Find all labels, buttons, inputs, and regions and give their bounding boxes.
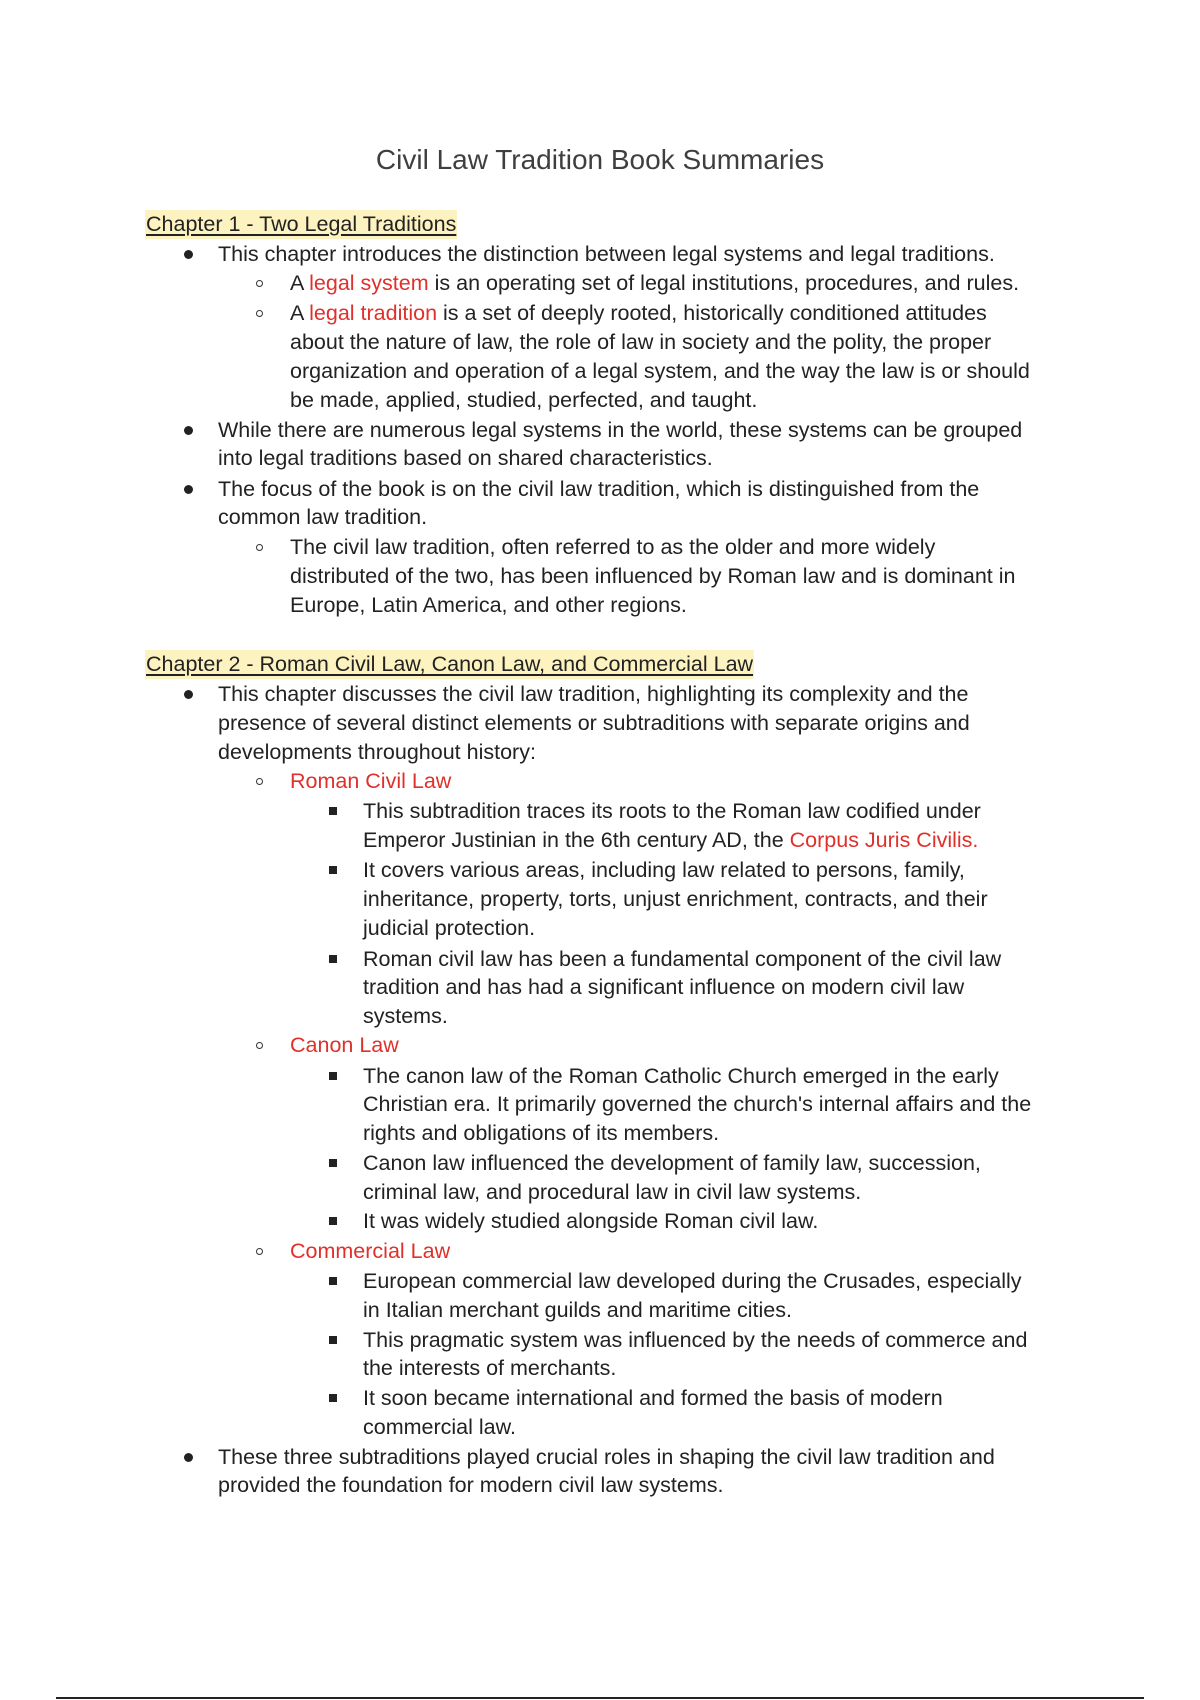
bullet-circle [256, 1042, 263, 1049]
list-item: This subtradition traces its roots to the Roman law codified under [363, 799, 981, 823]
bullet-square [329, 807, 337, 815]
subtradition-canon-law: Canon Law [290, 1033, 399, 1057]
list-item: This chapter introduces the distinction between legal systems and legal traditions. [218, 242, 995, 266]
list-item-line: into legal traditions based on shared characteristics. [218, 446, 713, 470]
bullet-circle [256, 310, 263, 317]
list-item: It covers various areas, including law related to persons, family, [363, 858, 965, 882]
list-item-line: commercial law. [363, 1415, 516, 1439]
bullet-square [329, 1394, 337, 1402]
list-item-line: judicial protection. [363, 916, 536, 940]
page-bottom-rule [56, 1697, 1144, 1699]
bullet-square [329, 1217, 337, 1225]
list-item: A legal tradition is a set of deeply rooted, historically conditioned attitudes [290, 301, 987, 325]
term-corpus-juris-civilis: Corpus Juris Civilis. [789, 828, 979, 852]
list-item-line: tradition and has had a significant influence on modern civil law [363, 975, 965, 999]
list-item-line: Christian era. It primarily governed the church's internal affairs and the [363, 1092, 1032, 1116]
list-item-line: the interests of merchants. [363, 1356, 617, 1380]
list-item: The focus of the book is on the civil law tradition, which is distinguished from the [218, 477, 980, 501]
list-item: The civil law tradition, often referred to as the older and more widely [290, 535, 936, 559]
list-item-line: rights and obligations of its members. [363, 1121, 720, 1145]
list-item: A legal system is an operating set of legal institutions, procedures, and rules. [290, 271, 1020, 295]
bullet-dot [184, 250, 193, 259]
bullet-square [329, 955, 337, 963]
bullet-square [329, 1159, 337, 1167]
list-item: While there are numerous legal systems in the world, these systems can be grouped [218, 418, 1023, 442]
bullet-square [329, 1277, 337, 1285]
list-item-line: be made, applied, studied, perfected, and taught. [290, 388, 758, 412]
list-item-line: Europe, Latin America, and other regions. [290, 593, 687, 617]
list-item-line: organization and operation of a legal system, and the way the law is or should [290, 359, 1030, 383]
list-item-line: developments throughout history: [218, 740, 536, 764]
list-item-line: systems. [363, 1004, 448, 1028]
bullet-circle [256, 544, 263, 551]
list-item: European commercial law developed during the Crusades, especially [363, 1269, 1022, 1293]
term-legal-tradition: legal tradition [309, 301, 438, 325]
subtradition-roman-civil-law: Roman Civil Law [290, 769, 452, 793]
list-item: Canon law influenced the development of family law, succession, [363, 1151, 981, 1175]
list-item-line: in Italian merchant guilds and maritime cities. [363, 1298, 792, 1322]
bullet-circle [256, 1248, 263, 1255]
list-item-line: inheritance, property, torts, unjust enrichment, contracts, and their [363, 887, 988, 911]
list-item: It soon became international and formed the basis of modern [363, 1386, 943, 1410]
list-item-line: presence of several distinct elements or subtraditions with separate origins and [218, 711, 970, 735]
list-item-line: common law tradition. [218, 505, 428, 529]
bullet-square [329, 1072, 337, 1080]
list-item: This pragmatic system was influenced by the needs of commerce and [363, 1328, 1028, 1352]
document-title: Civil Law Tradition Book Summaries [375, 144, 825, 175]
list-item: These three subtraditions played crucial roles in shaping the civil law tradition and [218, 1445, 995, 1469]
bullet-square [329, 1336, 337, 1344]
bullet-dot [184, 426, 193, 435]
bullet-dot [184, 690, 193, 699]
chapter-1-heading: Chapter 1 - Two Legal Traditions [145, 210, 457, 239]
list-item-line: criminal law, and procedural law in civil law systems. [363, 1180, 862, 1204]
list-item-line: about the nature of law, the role of law in society and the polity, the proper [290, 330, 992, 354]
bullet-circle [256, 280, 263, 287]
bullet-dot [184, 1453, 193, 1462]
bullet-square [329, 866, 337, 874]
list-item: It was widely studied alongside Roman civil law. [363, 1209, 819, 1233]
bullet-dot [184, 485, 193, 494]
list-item: This chapter discusses the civil law tradition, highlighting its complexity and the [218, 682, 969, 706]
bullet-circle [256, 778, 263, 785]
list-item: Roman civil law has been a fundamental component of the civil law [363, 947, 1002, 971]
list-item-line: Emperor Justinian in the 6th century AD, the Corpus Juris Civilis. [363, 828, 979, 852]
list-item-line: distributed of the two, has been influenced by Roman law and is dominant in [290, 564, 1016, 588]
chapter-2-heading: Chapter 2 - Roman Civil Law, Canon Law, and Commercial Law [145, 650, 754, 679]
list-item: The canon law of the Roman Catholic Church emerged in the early [363, 1064, 999, 1088]
term-legal-system: legal system [309, 271, 429, 295]
subtradition-commercial-law: Commercial Law [290, 1239, 451, 1263]
list-item-line: provided the foundation for modern civil law systems. [218, 1473, 724, 1497]
